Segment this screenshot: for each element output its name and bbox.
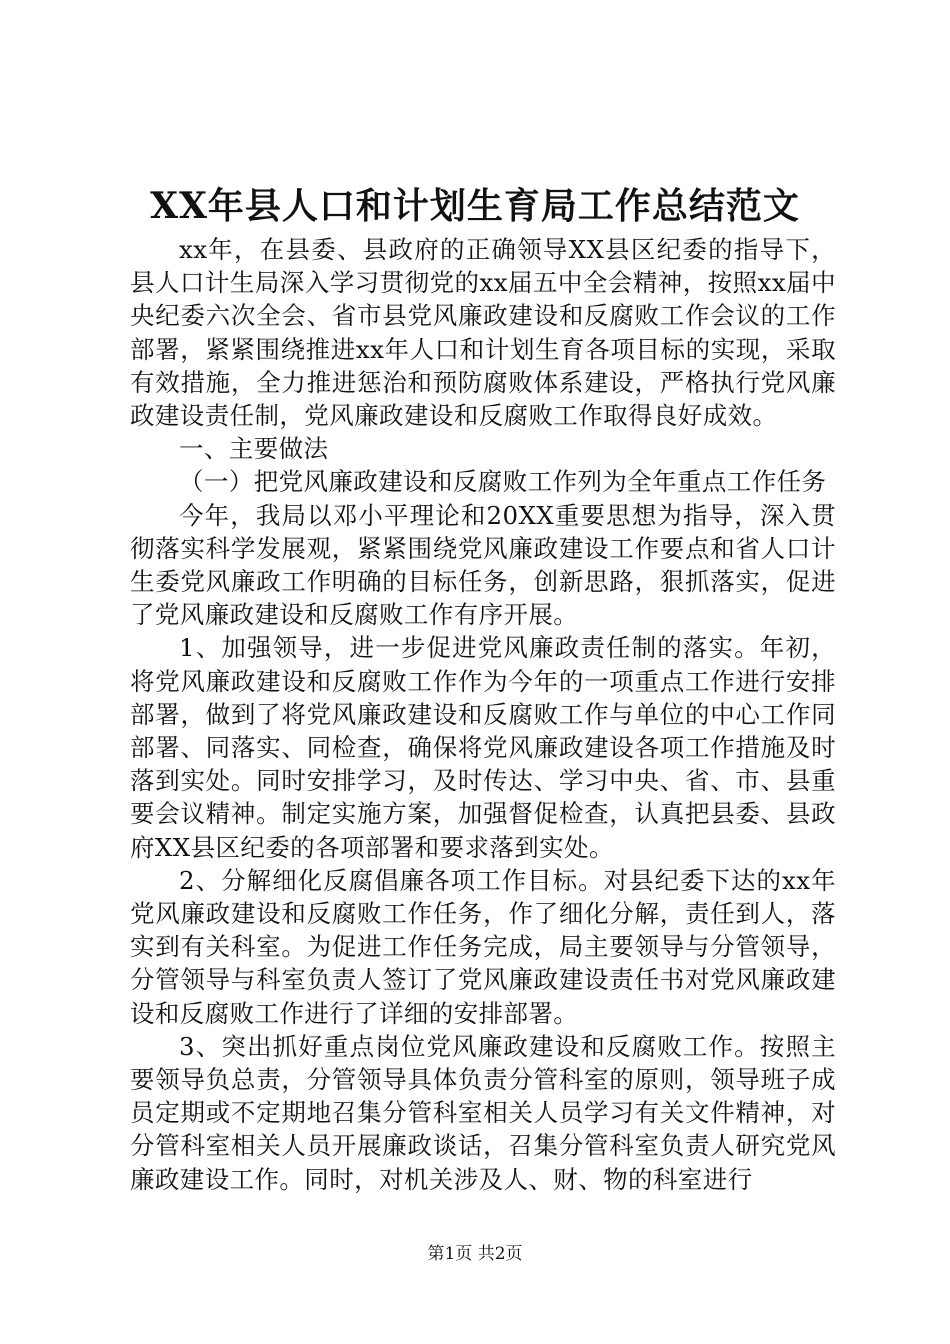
document-body [130,233,836,1196]
paragraph-item-2: 2、分解细化反腐倡廉各项工作目标。对县纪委下达的xx年党风廉政建设和反腐败工作任务，作了细化分解，责任到人，落实到有关科室。为促进工作任务完成，局主要领导与分管领导，分管领导与科室负责人签订了党风廉政建设责任书对党风廉政建设和反腐败工作进行了详细的安排部署。 [130,865,836,1028]
paragraph-this-year: 今年，我局以邓小平理论和20XX重要思想为指导，深入贯彻落实科学发展观，紧紧围绕党风廉政建设工作要点和省人口计生委党风廉政工作明确的目标任务，创新思路，狠抓落实，促进了党风廉政建设和反腐败工作有序开展。 [130,500,836,630]
subsection-heading-1: （一）把党风廉政建设和反腐败工作列为全年重点工作任务 [179,467,827,497]
page-footer: 第1页 共2页 [427,1244,523,1264]
document-title: XX年县人口和计划生育局工作总结范文 [150,185,800,227]
paragraph-item-1: 1、加强领导，进一步促进党风廉政责任制的落实。年初，将党风廉政建设和反腐败工作作为今年的一项重点工作进行安排部署，做到了将党风廉政建设和反腐败工作与单位的中心工作同部署、同落实、同检查，确保将党风廉政建设各项工作措施及时落到实处。同时安排学习，及时传达、学习中央、省、市、县重要会议精神。制定实施方案，加强督促检查，认真把县委、县政府XX县区纪委的各项部署和要求落到实处。 [130,633,836,862]
section-heading-main-practices: 一、主要做法 [179,434,329,464]
paragraph-intro: xx年，在县委、县政府的正确领导XX县区纪委的指导下，县人口计生局深入学习贯彻党的xx届五中全会精神，按照xx届中央纪委六次全会、省市县党风廉政建设和反腐败工作会议的工作部署，紧紧围绕推进xx年人口和计划生育各项目标的实现，采取有效措施，全力推进惩治和预防腐败体系建设，严格执行党风廉政建设责任制，党风廉政建设和反腐败工作取得良好成效。 [130,235,836,431]
paragraph-item-3: 3、突出抓好重点岗位党风廉政建设和反腐败工作。按照主要领导负总责，分管领导具体负责分管科室的原则，领导班子成员定期或不定期地召集分管科室相关人员学习有关文件精神，对分管科室相关人员开展廉政谈话，召集分管科室负责人研究党风廉政建设工作。同时，对机关涉及人、财、物的科室进行 [130,1031,836,1194]
